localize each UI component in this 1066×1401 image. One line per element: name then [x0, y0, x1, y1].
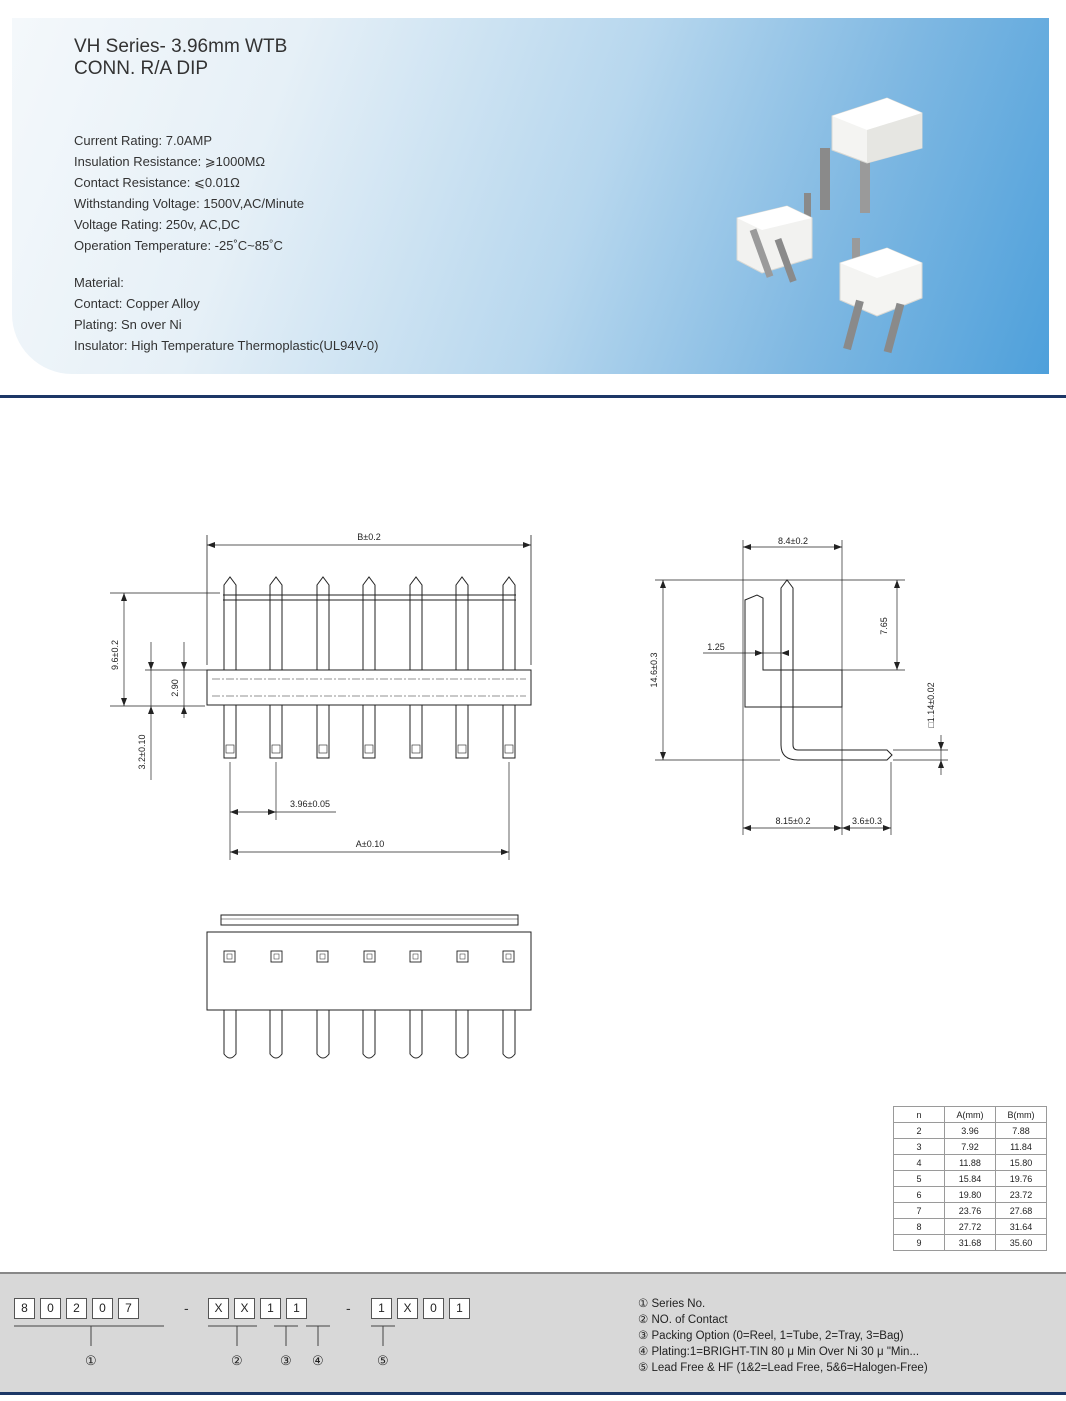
dim-3-2: 3.2±0.10: [137, 734, 147, 770]
legend-contacts: ② NO. of Contact: [638, 1314, 728, 1326]
code-dash-2: -: [346, 1300, 351, 1316]
code-digit: 1: [449, 1298, 470, 1319]
header-b: B(mm): [996, 1107, 1047, 1123]
cell-a: 27.72: [945, 1219, 996, 1235]
table-row: [894, 1155, 1047, 1171]
legend-packing: ③ Packing Option (0=Reel, 1=Tube, 2=Tray, 3=Bag): [638, 1330, 904, 1342]
cell-b: 15.80: [996, 1155, 1047, 1171]
title-line-1: VH Series- 3.96mm WTB: [74, 36, 288, 57]
dim-14-6: 14.6±0.3: [649, 652, 659, 688]
code-leader-lines: [0, 1274, 520, 1384]
dim-8-4: 8.4±0.2: [778, 536, 808, 546]
cell-a: 7.92: [945, 1139, 996, 1155]
code-digit: 0: [40, 1298, 61, 1319]
marker-4: ④: [312, 1354, 324, 1369]
code-digit: 1: [260, 1298, 281, 1319]
dim-1-14: □1.14±0.02: [926, 682, 936, 728]
cell-b: 19.76: [996, 1171, 1047, 1187]
cell-n: 8: [894, 1219, 945, 1235]
table-row: [894, 1171, 1047, 1187]
bottom-view: [207, 915, 531, 1058]
dim-b: B±0.2: [357, 532, 381, 542]
material-insulator: Insulator: High Temperature Thermoplastic(UL94V-0): [74, 338, 379, 353]
connector-image-1: [820, 98, 922, 213]
connector-image-3: [840, 238, 922, 353]
code-digit: X: [208, 1298, 229, 1319]
product-title: [74, 36, 287, 80]
dimension-table: [893, 1106, 1047, 1251]
marker-3: ③: [280, 1354, 292, 1369]
code-digit: 0: [92, 1298, 113, 1319]
cell-a: 15.84: [945, 1171, 996, 1187]
cell-a: 31.68: [945, 1235, 996, 1251]
code-digit: X: [397, 1298, 418, 1319]
table-row: [894, 1235, 1047, 1251]
cell-b: 31.64: [996, 1219, 1047, 1235]
spec-list: [74, 130, 304, 256]
code-digit: 8: [14, 1298, 35, 1319]
cell-n: 9: [894, 1235, 945, 1251]
spec-insulation: Insulation Resistance: ⩾1000MΩ: [74, 154, 266, 169]
marker-2: ②: [231, 1354, 243, 1369]
header-n: n: [894, 1107, 945, 1123]
table-header-row: [894, 1107, 1047, 1123]
code-digit: 7: [118, 1298, 139, 1319]
material-list: [74, 272, 378, 356]
section-divider: [0, 395, 1066, 398]
cell-a: 11.88: [945, 1155, 996, 1171]
dim-7-65: 7.65: [879, 617, 889, 635]
side-view: [649, 536, 948, 835]
material-plating: Plating: Sn over Ni: [74, 317, 182, 332]
dim-a: A±0.10: [355, 839, 385, 849]
cell-b: 11.84: [996, 1139, 1047, 1155]
cell-b: 27.68: [996, 1203, 1047, 1219]
table-row: [894, 1203, 1047, 1219]
cell-n: 2: [894, 1123, 945, 1139]
spec-withstanding: Withstanding Voltage: 1500V,AC/Minute: [74, 196, 305, 211]
header-a: A(mm): [945, 1107, 996, 1123]
marker-1: ①: [85, 1354, 97, 1369]
cell-a: 3.96: [945, 1123, 996, 1139]
marker-5: ⑤: [377, 1354, 389, 1369]
legend-leadfree: ⑤ Lead Free & HF (1&2=Lead Free, 5&6=Halogen-Free): [638, 1362, 928, 1374]
dim-1-25: 1.25: [707, 642, 725, 652]
cell-b: 7.88: [996, 1123, 1047, 1139]
spec-voltage: Voltage Rating: 250v, AC,DC: [74, 217, 240, 232]
code-digit: 0: [423, 1298, 444, 1319]
legend-series: ① Series No.: [638, 1298, 706, 1310]
cell-b: 23.72: [996, 1187, 1047, 1203]
cell-n: 4: [894, 1155, 945, 1171]
header-banner: [12, 18, 1049, 374]
dim-2-90: 2.90: [170, 679, 180, 697]
cell-n: 3: [894, 1139, 945, 1155]
dim-pitch: 3.96±0.05: [290, 799, 330, 809]
code-digit: 1: [286, 1298, 307, 1319]
code-digit: 1: [371, 1298, 392, 1319]
code-digit: 2: [66, 1298, 87, 1319]
title-line-2: CONN. R/A DIP: [74, 58, 209, 79]
code-legend: [638, 1296, 928, 1376]
connector-photo: [712, 88, 942, 358]
dim-8-15: 8.15±0.2: [775, 816, 811, 826]
code-digit: X: [234, 1298, 255, 1319]
code-dash-1: -: [184, 1300, 189, 1316]
cell-a: 19.80: [945, 1187, 996, 1203]
legend-plating: ④ Plating:1=BRIGHT-TIN 80 μ Min Over Ni 30 μ "Min...: [638, 1346, 920, 1358]
technical-drawing: [0, 400, 1066, 1100]
table-row: [894, 1187, 1047, 1203]
dim-3-6: 3.6±0.3: [852, 816, 882, 826]
table-row: [894, 1123, 1047, 1139]
cell-n: 7: [894, 1203, 945, 1219]
spec-contact-resistance: Contact Resistance: ⩽0.01Ω: [74, 175, 240, 190]
cell-n: 5: [894, 1171, 945, 1187]
connector-image-2: [737, 193, 812, 283]
material-heading: Material:: [74, 275, 124, 290]
part-number-footer: [0, 1272, 1066, 1395]
front-view: [110, 532, 531, 860]
dim-9-6: 9.6±0.2: [110, 640, 120, 670]
material-contact: Contact: Copper Alloy: [74, 296, 200, 311]
cell-a: 23.76: [945, 1203, 996, 1219]
spec-current: Current Rating: 7.0AMP: [74, 133, 213, 148]
cell-b: 35.60: [996, 1235, 1047, 1251]
spec-temperature: Operation Temperature: -25˚C~85˚C: [74, 238, 283, 253]
table-row: [894, 1219, 1047, 1235]
cell-n: 6: [894, 1187, 945, 1203]
table-row: [894, 1139, 1047, 1155]
